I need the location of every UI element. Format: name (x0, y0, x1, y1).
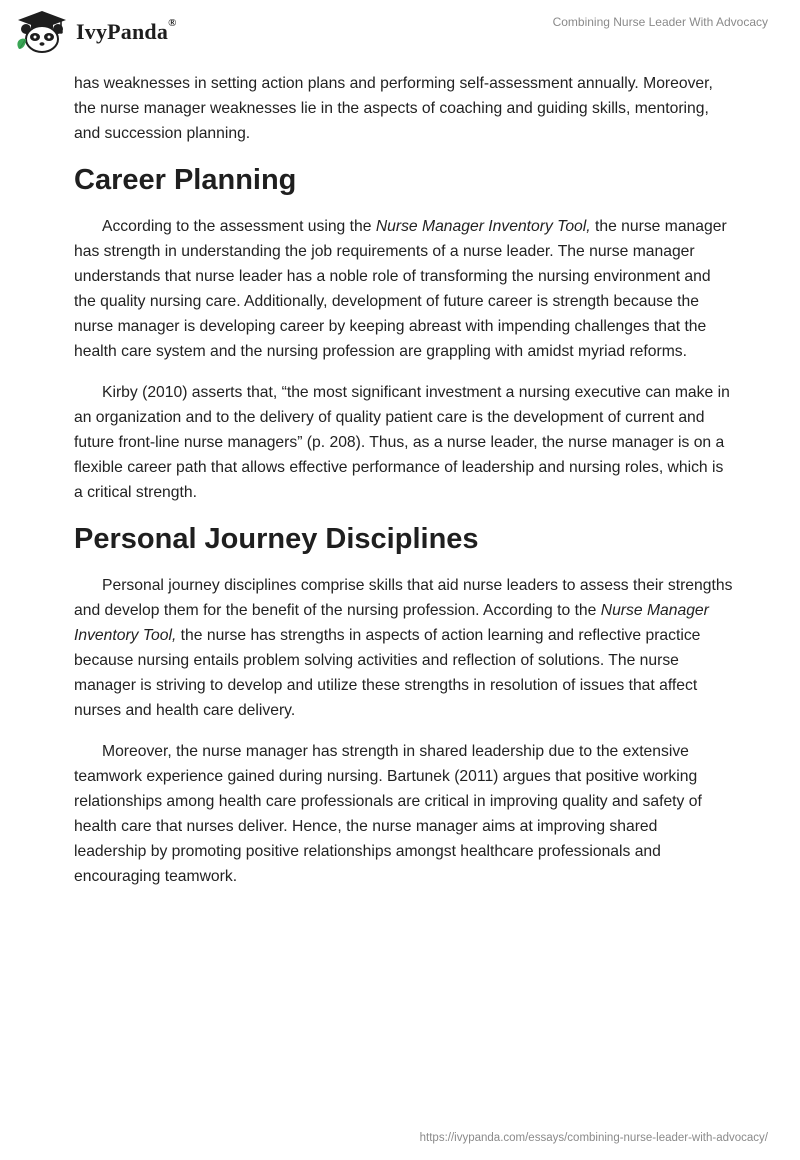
career-planning-paragraph-2: Kirby (2010) asserts that, “the most significant investment a nursing executive can make in an organization and to the delivery of quality patient care is the development of current and future front-line nurse managers” (p. 208). Thus, as a nurse leader, the nurse manager is on a flexible career path that allows effective performance of leadership and nursing roles, which is a critical strength. (74, 384, 730, 501)
paragraph-text: According to the assessment using the (102, 218, 376, 235)
section-heading-personal-journey: Personal Journey Disciplines (74, 523, 479, 555)
tool-name-italic: Nurse Manager Inventory Tool, (375, 218, 591, 235)
source-url-link[interactable]: https://ivypanda.com/essays/combining-nurse-leader-with-advocacy/ (419, 1132, 768, 1144)
paragraph-text: the nurse has strengths in aspects of action learning and reflective practice because nursing entails problem solving activities and reflection of solutions. The nurse manager is striving to develop and utilize these strengths in resolution of issues that affect nurses and health care delivery. (74, 627, 701, 719)
intro-paragraph: has weaknesses in setting action plans and performing self-assessment annually. Moreover, the nurse manager weaknesses lie in the aspects of coaching and guiding skills, mentoring, and succession planning. (74, 75, 713, 142)
registered-mark: ® (168, 17, 177, 29)
page-header (0, 0, 800, 64)
panda-logo-icon (14, 9, 70, 55)
career-planning-paragraph-1 (74, 214, 734, 364)
brand-name-text: IvyPanda (76, 19, 169, 44)
section-heading-career-planning: Career Planning (74, 164, 297, 196)
paragraph-text: the nurse manager has strength in understanding the job requirements of a nurse leader. The nurse manager understands that nurse leader has a noble role of transforming the nursing environment and the quality nursing care. Additionally, development of future career is strength because the nurse manager is developing career by keeping abreast with impending challenges that the health care system and the nursing profession are grappling with amidst myriad reforms. (74, 218, 727, 360)
paragraph-text: Personal journey disciplines comprise skills that aid nurse leaders to assess their strengths and develop them for the benefit of the nursing profession. According to the (74, 577, 733, 619)
brand-name (76, 19, 177, 45)
brand-logo[interactable] (14, 8, 177, 56)
document-title: Combining Nurse Leader With Advocacy (552, 15, 768, 29)
tool-name-italic: Nurse Manager Inventory Tool, (74, 602, 709, 644)
personal-journey-paragraph-2: Moreover, the nurse manager has strength in shared leadership due to the extensive teamwork experience gained during nursing. Bartunek (2011) argues that positive working relationships among health care professionals are critical in improving quality and safety of health care that nurses deliver. Hence, the nurse manager aims at improving shared leadership by promoting positive relationships amongst healthcare professionals and encouraging teamwork. (74, 743, 702, 885)
essay-content (74, 71, 734, 905)
personal-journey-paragraph-1 (74, 573, 734, 723)
